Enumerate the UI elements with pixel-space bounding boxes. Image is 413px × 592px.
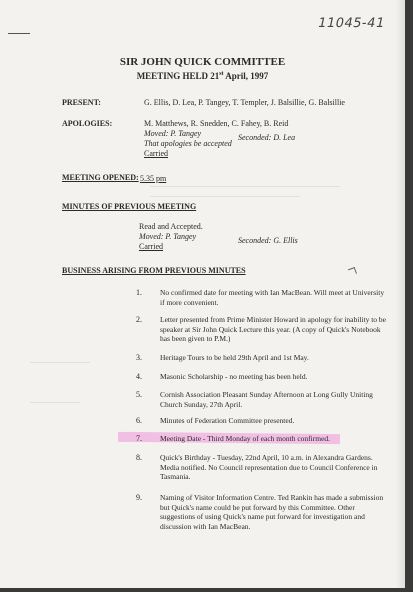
list-item: Cornish Association Pleasant Sunday Afternoon at Long Gully Uniting Church Sunday, 27th April.: [160, 390, 373, 409]
list-item: No confirmed date for meeting with Ian MacBean. Will meet at University if more convenient.: [160, 288, 385, 307]
minutes-moved: Moved: P. Tangey: [139, 232, 197, 241]
handwritten-reference: 11045-41: [316, 16, 387, 31]
apologies-carried: Carried: [144, 149, 168, 158]
apologies-names: M. Matthews, R. Snedden, C. Fahey, B. Reid: [144, 119, 289, 128]
present-names: G. Ellis, D. Lea, P. Tangey, T. Templer, J. Balsillie, G. Balsillie: [144, 98, 345, 107]
present-label: PRESENT:: [62, 98, 101, 107]
item-number: 4.: [136, 372, 142, 381]
item-number: 1.: [136, 288, 142, 297]
margin-dash: [8, 33, 30, 34]
minutes-seconded: Seconded: G. Ellis: [238, 236, 298, 245]
list-item: Letter presented from Prime Minister Howard in apology for inability to be speaker at Sir John Quick Lecture this year. (A copy of Quick's Notebook has been given to P.M.): [160, 315, 386, 343]
minutes-read: Read and Accepted.: [139, 222, 203, 231]
item-number: 3.: [136, 353, 142, 362]
committee-title: SIR JOHN QUICK COMMITTEE: [119, 56, 286, 68]
list-item: Quick's Birthday - Tuesday, 22nd April, 10 a.m. in Alexandra Gardens. Media notified. No Council representation due to Council Conference in Tasmania.: [160, 453, 378, 481]
business-heading: BUSINESS ARISING FROM PREVIOUS MINUTES: [62, 266, 246, 275]
bleed-through-line: [30, 402, 80, 403]
apologies-motion: That apologies be accepted: [144, 139, 232, 148]
list-item: Masonic Scholarship - no meeting has been held.: [160, 372, 308, 381]
list-item: Minutes of Federation Committee presented.: [160, 416, 295, 425]
meeting-heading: MEETING HELD 21st April, 1997: [136, 71, 269, 81]
pen-mark: [348, 267, 357, 276]
minutes-carried: Carried: [139, 242, 163, 251]
item-number: 7.: [136, 434, 142, 443]
meeting-opened-time: 5.35 pm: [140, 174, 167, 183]
bleed-through-line: [150, 196, 300, 197]
bleed-through-line: [150, 186, 340, 187]
list-item: Naming of Visitor Information Centre. Ted Rankin has made a submission but Quick's name could be put forward by this Committee. Other suggestions of using Quick's name put forward for investigation and discussion with Ian MacBean.: [160, 493, 384, 531]
apologies-seconded: Seconded: D. Lea: [238, 133, 296, 142]
list-item: Meeting Date - Third Monday of each month confirmed.: [160, 434, 331, 443]
minutes-heading: MINUTES OF PREVIOUS MEETING: [62, 202, 197, 211]
item-number: 9.: [136, 493, 142, 502]
list-item: Heritage Tours to be held 29th April and 1st May.: [160, 353, 309, 362]
apologies-label: APOLOGIES:: [62, 119, 113, 128]
item-number: 6.: [136, 416, 142, 425]
meeting-opened-label: MEETING OPENED:: [62, 173, 139, 182]
item-number: 2.: [136, 315, 142, 324]
bleed-through-line: [30, 362, 90, 363]
apologies-moved: Moved: P. Tangey: [144, 129, 202, 138]
item-number: 5.: [136, 390, 142, 399]
item-number: 8.: [136, 453, 142, 462]
